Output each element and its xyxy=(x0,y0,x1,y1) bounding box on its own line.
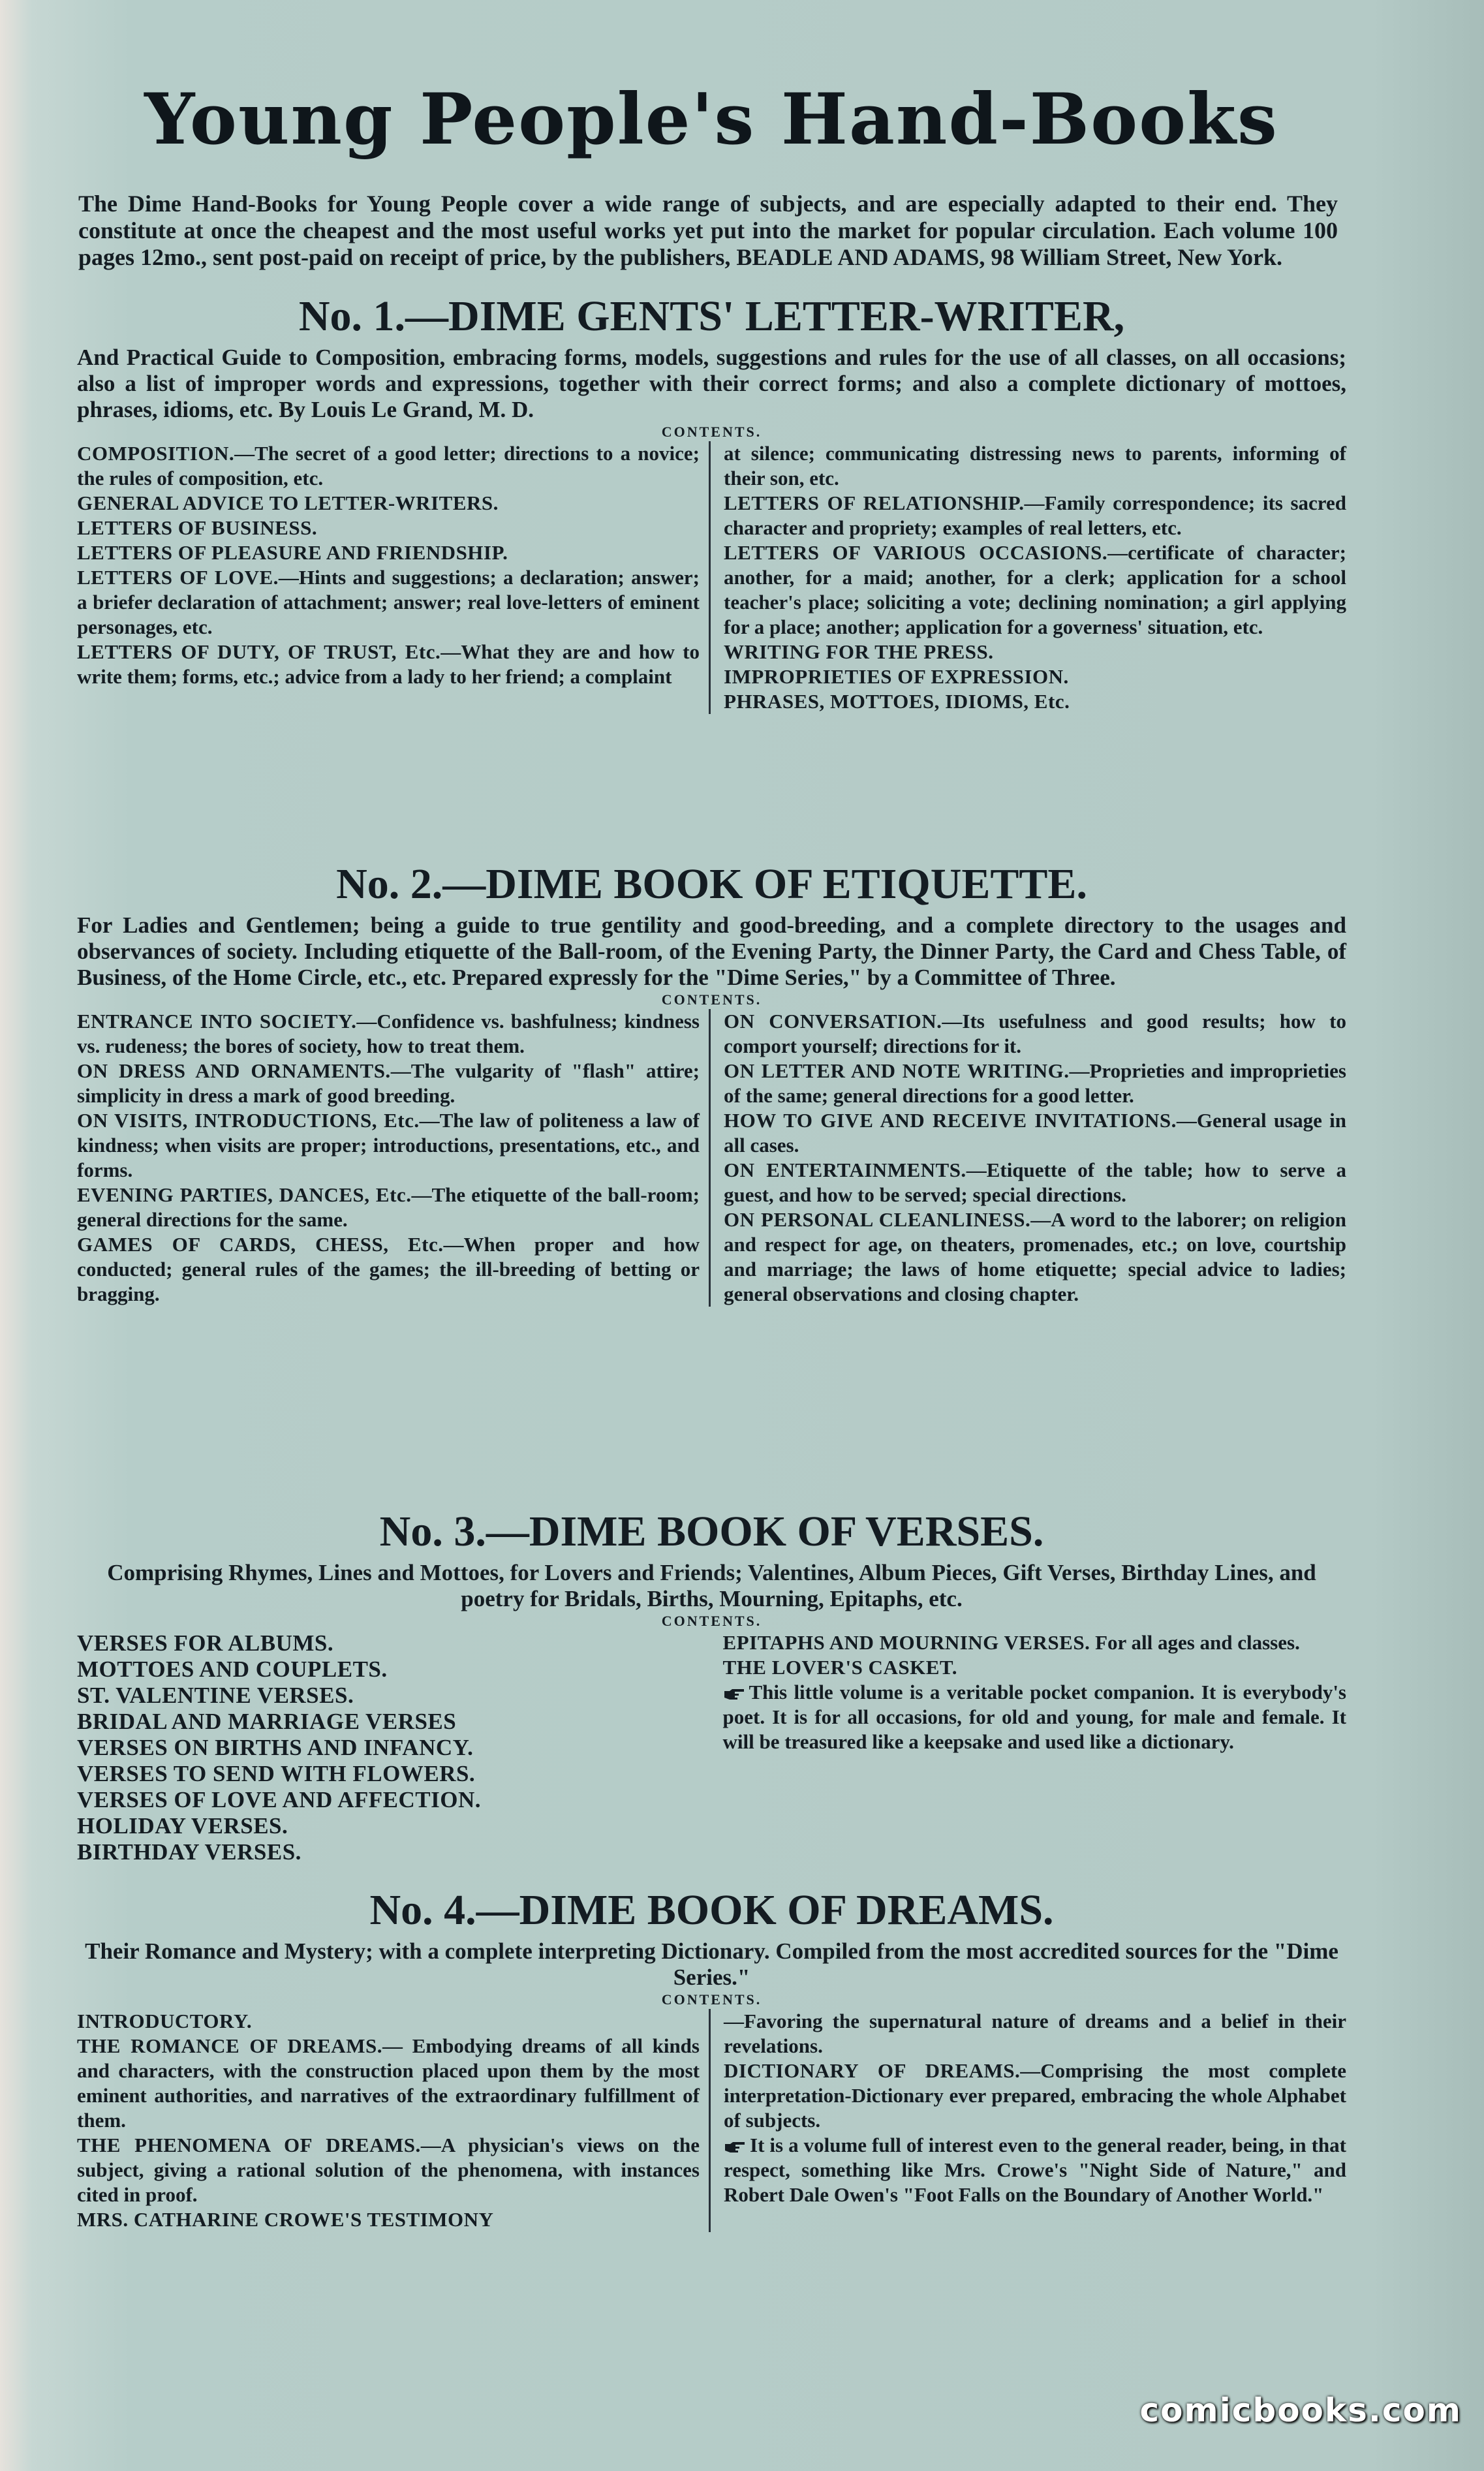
contents-right-column xyxy=(711,441,1346,714)
entry-text: —The law of politeness a law of kindness; when visits are proper; introductions, presentations, etc., and forms. xyxy=(77,1109,700,1181)
contents-entry xyxy=(724,1108,1346,1158)
contents-entry xyxy=(724,1059,1346,1108)
entry-heading: EVENING PARTIES, DANCES, Etc. xyxy=(77,1183,412,1206)
entry-heading: LETTERS OF PLEASURE AND FRIENDSHIP. xyxy=(77,541,508,564)
entry-text: —General usage in all cases. xyxy=(724,1109,1346,1157)
verses-list-item: VERSES ON BIRTHS AND INFANCY. xyxy=(77,1735,474,1760)
contents-entry xyxy=(77,540,700,565)
section-title: No. 3.—DIME BOOK OF VERSES. xyxy=(379,1508,1044,1555)
contents-entry xyxy=(724,540,1346,640)
entry-heading: THE LOVER'S CASKET. xyxy=(722,1656,957,1679)
contents-entry xyxy=(77,2133,700,2207)
verses-list-item: BRIDAL AND MARRIAGE VERSES xyxy=(77,1709,457,1734)
entry-text: —A physician's views on the subject, giving a rational solution of the phenomena, with instances cited in proof. xyxy=(77,2134,700,2206)
entry-heading: ON DRESS AND ORNAMENTS. xyxy=(77,1059,391,1082)
entry-heading: ENTRANCE INTO SOCIETY. xyxy=(77,1010,357,1033)
entry-text: at silence; communicating distressing news to parents, informing of their son, etc. xyxy=(724,442,1346,490)
entry-heading: ON CONVERSATION. xyxy=(724,1010,942,1033)
section-title: No. 2.—DIME BOOK OF ETIQUETTE. xyxy=(336,860,1087,908)
entry-text: —certificate of character; another, for a maid; another, for a clerk; application for a school teacher's place; soliciting a vote; declining nomination; a girl applying for a place; another; application for a governess' situation, etc. xyxy=(724,541,1346,638)
contents-left-column xyxy=(77,1630,710,1865)
entry-text: —What they are and how to write them; forms, etc.; advice from a lady to her friend; a complaint xyxy=(77,640,700,688)
contents-entry xyxy=(77,1108,700,1183)
verses-list-item: MOTTOES AND COUPLETS. xyxy=(77,1656,388,1682)
entry-heading: DICTIONARY OF DREAMS. xyxy=(724,2059,1021,2082)
entry-heading: WRITING FOR THE PRESS. xyxy=(724,640,994,663)
contents-entry xyxy=(724,441,1346,491)
contents-left-column xyxy=(77,441,711,714)
entry-text: —Proprieties and improprieties of the same; general directions for a good letter. xyxy=(724,1059,1346,1107)
contents-entry xyxy=(724,1207,1346,1307)
contents-columns xyxy=(77,2009,1346,2232)
entry-text: —The etiquette of the ball-room; general directions for the same. xyxy=(77,1183,700,1231)
entry-text: —The secret of a good letter; directions to a novice; the rules of composition, etc. xyxy=(77,442,700,490)
verses-list-item: VERSES TO SEND WITH FLOWERS. xyxy=(77,1761,476,1786)
contents-entry xyxy=(77,565,700,640)
entry-text: —Favoring the supernatural nature of dreams and a belief in their revelations. xyxy=(724,2010,1346,2057)
entry-heading: ON VISITS, INTRODUCTIONS, Etc. xyxy=(77,1109,420,1132)
entry-heading: ON PERSONAL CLEANLINESS. xyxy=(724,1208,1031,1231)
verses-list-item: ST. VALENTINE VERSES. xyxy=(77,1683,354,1708)
contents-entry xyxy=(77,1059,700,1108)
entry-text: —Etiquette of the table; how to serve a guest, and how to be served; special directions. xyxy=(724,1158,1346,1206)
contents-entry xyxy=(724,1158,1346,1207)
watermark: comicbooks.com xyxy=(1139,2391,1462,2429)
section-description: And Practical Guide to Composition, embracing forms, models, suggestions and rules for the use of all classes, on all occasions; also a list of improper words and expressions, together with their correct forms; and also a complete dictionary of mottoes, phrases, idioms, etc. By Louis Le Grand, M. D. xyxy=(77,345,1346,422)
entry-text: This little volume is a veritable pocket companion. It is everybody's poet. It is for all occasions, for old and young, for male and female. It will be treasured like a keepsake and used like a dictionary. xyxy=(722,1681,1346,1753)
contents-label: CONTENTS. xyxy=(661,424,762,440)
entry-heading: IMPROPRIETIES OF EXPRESSION. xyxy=(724,665,1069,688)
contents-entry xyxy=(724,640,1346,664)
contents-label: CONTENTS. xyxy=(661,1991,762,2008)
contents-label: CONTENTS. xyxy=(661,1613,762,1629)
entry-heading: THE PHENOMENA OF DREAMS. xyxy=(77,2134,421,2156)
contents-entry xyxy=(723,1680,1347,1754)
entry-heading: LETTERS OF LOVE. xyxy=(77,566,279,589)
contents-left-column xyxy=(77,2009,711,2232)
entry-text: —Hints and suggestions; a declaration; answer; a briefer declaration of attachment; answer; real love-letters of eminent personages, etc. xyxy=(77,566,700,638)
contents-entry xyxy=(724,2009,1346,2059)
entry-heading: LETTERS OF BUSINESS. xyxy=(77,516,318,539)
verses-list-item: HOLIDAY VERSES. xyxy=(77,1813,288,1839)
pointing-hand-icon xyxy=(723,1687,745,1702)
section-description: For Ladies and Gentlemen; being a guide to true gentility and good-breeding, and a complete directory to the usages and observances of society. Including etiquette of the Ball-room, of the Evening Party, the Dinner Party, the Card and Chess Table, of Business, of the Home Circle, etc., etc. Prepared expressly for the "Dime Series," by a Committee of Three. xyxy=(77,912,1346,990)
entry-heading: HOW TO GIVE AND RECEIVE INVITATIONS. xyxy=(724,1109,1177,1132)
entry-heading: ON ENTERTAINMENTS. xyxy=(724,1158,966,1181)
contents-columns xyxy=(77,1009,1346,1307)
contents-right-column xyxy=(710,1630,1347,1865)
entry-text: —Comprising the most complete interpretation-Dictionary ever prepared, embracing the whole Alphabet of subjects. xyxy=(724,2059,1346,2132)
entry-heading: LETTERS OF DUTY, OF TRUST, Etc. xyxy=(77,640,441,663)
entry-heading: ON LETTER AND NOTE WRITING. xyxy=(724,1059,1070,1082)
section-description: Comprising Rhymes, Lines and Mottoes, for Lovers and Friends; Valentines, Album Pieces, Gift Verses, Birthday Lines, and poetry for Bridals, Births, Mourning, Epitaphs, etc. xyxy=(107,1560,1316,1611)
section-dreams xyxy=(77,1886,1346,2232)
contents-entry xyxy=(77,491,700,516)
entry-text: For all ages and classes. xyxy=(1090,1631,1300,1654)
contents-label: CONTENTS. xyxy=(661,991,762,1008)
contents-entry xyxy=(724,2059,1346,2133)
contents-entry xyxy=(724,1009,1346,1059)
contents-right-column xyxy=(711,1009,1346,1307)
entry-text: —Confidence vs. bashfulness; kindness vs. rudeness; the bores of society, how to treat them. xyxy=(77,1010,700,1057)
entry-heading: LETTERS OF RELATIONSHIP. xyxy=(724,491,1025,514)
entry-text: — Embodying dreams of all kinds and characters, with the construction placed upon them by the most eminent authorities, and narratives of the extraordinary fulfillment of them. xyxy=(77,2034,700,2132)
pointing-hand-icon xyxy=(724,2140,746,2154)
contents-columns xyxy=(77,441,1346,714)
contents-entry xyxy=(77,2034,700,2133)
verses-list-item: VERSES OF LOVE AND AFFECTION. xyxy=(77,1787,482,1812)
page-title: Young People's Hand-Books xyxy=(144,78,1278,161)
entry-text: It is a volume full of interest even to the general reader, being, in that respect, something like Mrs. Crowe's "Night Side of Nature," and Robert Dale Owen's "Foot Falls on the Boundary of Another World." xyxy=(724,2134,1346,2206)
contents-entry xyxy=(77,640,700,689)
entry-heading: PHRASES, MOTTOES, IDIOMS, Etc. xyxy=(724,690,1070,713)
contents-entry xyxy=(77,1183,700,1232)
section-etiquette xyxy=(77,860,1346,1307)
entry-heading: MRS. CATHARINE CROWE'S TESTIMONY xyxy=(77,2208,494,2231)
entry-text: —When proper and how conducted; general rules of the games; the ill-breeding of betting or bragging. xyxy=(77,1233,700,1305)
section-verses xyxy=(77,1508,1346,1865)
contents-entry xyxy=(724,2133,1346,2207)
contents-entry xyxy=(724,664,1346,689)
entry-text: —The vulgarity of "flash" attire; simplicity in dress a mark of good breeding. xyxy=(77,1059,700,1107)
verses-list-item: BIRTHDAY VERSES. xyxy=(77,1839,301,1865)
contents-left-column xyxy=(77,1009,711,1307)
contents-entry xyxy=(77,441,700,491)
contents-columns xyxy=(77,1630,1346,1865)
entry-heading: GENERAL ADVICE TO LETTER-WRITERS. xyxy=(77,491,499,514)
section-letter-writer xyxy=(77,292,1346,714)
contents-right-column xyxy=(711,2009,1346,2232)
section-title: No. 1.—DIME GENTS' LETTER-WRITER, xyxy=(298,292,1125,340)
contents-entry xyxy=(723,1630,1347,1655)
entry-heading: COMPOSITION. xyxy=(77,442,235,465)
verses-list-item: VERSES FOR ALBUMS. xyxy=(77,1630,334,1656)
contents-entry xyxy=(77,1232,700,1307)
entry-text: —Its usefulness and good results; how to comport yourself; directions for it. xyxy=(724,1010,1346,1057)
contents-entry xyxy=(723,1655,1347,1680)
section-description: Their Romance and Mystery; with a complete interpreting Dictionary. Compiled from the most accredited sources for the "Dime Series." xyxy=(85,1938,1338,1990)
entry-heading: LETTERS OF VARIOUS OCCASIONS. xyxy=(724,541,1108,564)
entry-heading: GAMES OF CARDS, CHESS, Etc. xyxy=(77,1233,444,1256)
contents-entry xyxy=(77,2207,700,2232)
entry-heading: EPITAPHS AND MOURNING VERSES. xyxy=(722,1631,1090,1654)
contents-entry xyxy=(77,516,700,540)
entry-heading: THE ROMANCE OF DREAMS. xyxy=(77,2034,382,2057)
intro-paragraph: The Dime Hand-Books for Young People cover a wide range of subjects, and are especially adapted to their end. They constitute at once the cheapest and the most useful works yet put into the market for popular circulation. Each volume 100 pages 12mo., sent post-paid on receipt of price, by the publishers, BEADLE AND ADAMS, 98 William Street, New York. xyxy=(78,191,1338,270)
entry-text: —A word to the laborer; on religion and respect for age, on theaters, promenades, etc.; on love, courtship and marriage; the laws of home etiquette; special advice to ladies; general observations and closing chapter. xyxy=(724,1208,1346,1305)
entry-text: —Family correspondence; its sacred character and propriety; examples of real letters, etc. xyxy=(724,491,1346,539)
entry-heading: INTRODUCTORY. xyxy=(77,2010,253,2032)
contents-entry xyxy=(77,1009,700,1059)
contents-entry xyxy=(724,491,1346,540)
section-title: No. 4.—DIME BOOK OF DREAMS. xyxy=(369,1886,1054,1934)
contents-entry xyxy=(724,689,1346,714)
contents-entry xyxy=(77,2009,700,2034)
